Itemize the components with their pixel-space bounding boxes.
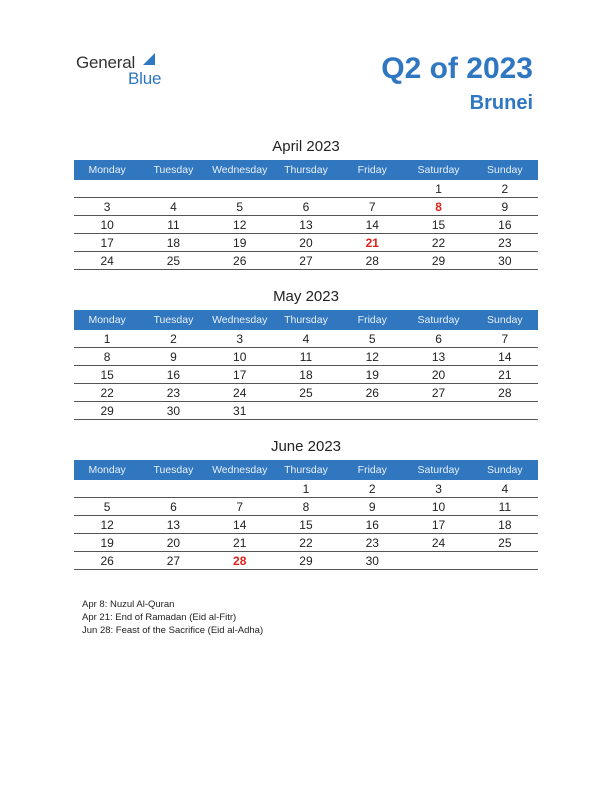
day-cell: 22 [405,234,471,252]
day-cell: 18 [273,366,339,384]
holiday-notes [82,598,263,637]
weekday-header-row [74,310,538,330]
weekday-header: Wednesday [207,310,273,330]
weekday-header-row [74,160,538,180]
day-cell: 9 [339,498,405,516]
week-row [74,252,538,270]
logo-triangle-icon [143,53,155,65]
day-cell: 17 [74,234,140,252]
week-row [74,330,538,348]
day-cell: 27 [405,384,471,402]
week-row [74,516,538,534]
day-cell: 11 [472,498,538,516]
day-cell: 28 [339,252,405,270]
empty-day-cell [207,180,273,198]
day-cell: 21 [207,534,273,552]
holiday-note: Jun 28: Feast of the Sacrifice (Eid al-Adha) [82,625,264,636]
holiday-note: Apr 8: Nuzul Al-Quran [82,599,175,610]
weekday-header: Tuesday [140,310,206,330]
day-cell: 26 [207,252,273,270]
weekday-header: Sunday [472,310,538,330]
weekday-header: Friday [339,460,405,480]
weekday-header: Monday [74,460,140,480]
day-cell: 13 [140,516,206,534]
day-cell: 27 [273,252,339,270]
week-row [74,234,538,252]
day-cell: 2 [472,180,538,198]
day-cell: 21 [339,234,405,252]
day-cell: 16 [140,366,206,384]
day-cell: 15 [74,366,140,384]
day-cell: 2 [140,330,206,348]
weekday-header: Sunday [472,460,538,480]
country-name: Brunei [469,92,533,114]
month-april [74,138,538,270]
day-cell: 15 [273,516,339,534]
day-cell: 22 [74,384,140,402]
weekday-header: Wednesday [207,460,273,480]
calendar-grid [74,460,538,570]
day-cell: 1 [405,180,471,198]
empty-day-cell [74,180,140,198]
weekday-header: Wednesday [207,160,273,180]
week-row [74,366,538,384]
empty-day-cell [405,552,471,570]
day-cell: 12 [339,348,405,366]
empty-day-cell [273,180,339,198]
month-title: May 2023 [273,288,339,305]
week-row [74,534,538,552]
day-cell: 3 [207,330,273,348]
empty-day-cell [140,480,206,498]
empty-day-cell [140,180,206,198]
day-cell: 7 [207,498,273,516]
day-cell: 18 [472,516,538,534]
day-cell: 1 [273,480,339,498]
day-cell: 10 [207,348,273,366]
quarter-title: Q2 of 2023 [381,52,533,85]
weekday-header: Thursday [273,160,339,180]
day-cell: 26 [339,384,405,402]
empty-day-cell [339,180,405,198]
day-cell: 18 [140,234,206,252]
day-cell: 5 [207,198,273,216]
day-cell: 8 [273,498,339,516]
day-cell: 29 [74,402,140,420]
day-cell: 22 [273,534,339,552]
empty-day-cell [273,402,339,420]
day-cell: 9 [140,348,206,366]
weekday-header: Monday [74,310,140,330]
weekday-header: Monday [74,160,140,180]
day-cell: 4 [472,480,538,498]
day-cell: 14 [207,516,273,534]
day-cell: 4 [140,198,206,216]
day-cell: 17 [207,366,273,384]
day-cell: 30 [472,252,538,270]
day-cell: 13 [273,216,339,234]
month-title: June 2023 [270,438,342,455]
day-cell: 25 [273,384,339,402]
logo-general-text: General [76,53,136,72]
week-row [74,180,538,198]
calendar-grid [74,310,538,420]
week-row [74,498,538,516]
day-cell: 14 [339,216,405,234]
empty-day-cell [74,480,140,498]
weekday-header: Tuesday [140,460,206,480]
day-cell: 19 [207,234,273,252]
day-cell: 25 [472,534,538,552]
day-cell: 15 [405,216,471,234]
generalblue-logo [76,53,176,89]
day-cell: 16 [472,216,538,234]
weekday-header: Tuesday [140,160,206,180]
holiday-note: Apr 21: End of Ramadan (Eid al-Fitr) [82,612,237,623]
weekday-header: Saturday [405,460,471,480]
day-cell: 4 [273,330,339,348]
day-cell: 24 [207,384,273,402]
week-row [74,348,538,366]
day-cell: 6 [405,330,471,348]
day-cell: 12 [207,216,273,234]
day-cell: 5 [74,498,140,516]
day-cell: 19 [74,534,140,552]
week-row [74,216,538,234]
day-cell: 29 [273,552,339,570]
day-cell: 12 [74,516,140,534]
calendar-grid [74,160,538,270]
day-cell: 16 [339,516,405,534]
day-cell: 19 [339,366,405,384]
day-cell: 25 [140,252,206,270]
day-cell: 11 [273,348,339,366]
day-cell: 23 [339,534,405,552]
day-cell: 17 [405,516,471,534]
weekday-header: Saturday [405,310,471,330]
week-row [74,402,538,420]
weekday-header: Thursday [273,310,339,330]
day-cell: 28 [207,552,273,570]
day-cell: 30 [140,402,206,420]
weekday-header: Friday [339,310,405,330]
day-cell: 23 [140,384,206,402]
weekday-header: Friday [339,160,405,180]
day-cell: 1 [74,330,140,348]
empty-day-cell [207,480,273,498]
day-cell: 8 [405,198,471,216]
day-cell: 5 [339,330,405,348]
day-cell: 28 [472,384,538,402]
page-heading [381,52,533,114]
empty-day-cell [472,402,538,420]
day-cell: 3 [405,480,471,498]
day-cell: 3 [74,198,140,216]
week-row [74,198,538,216]
week-row [74,480,538,498]
day-cell: 6 [140,498,206,516]
day-cell: 13 [405,348,471,366]
weekday-header: Thursday [273,460,339,480]
day-cell: 30 [339,552,405,570]
month-may [74,288,538,420]
weekday-header: Saturday [405,160,471,180]
week-row [74,384,538,402]
logo-blue-text: Blue [128,69,162,88]
day-cell: 8 [74,348,140,366]
day-cell: 24 [405,534,471,552]
day-cell: 23 [472,234,538,252]
day-cell: 24 [74,252,140,270]
day-cell: 20 [405,366,471,384]
day-cell: 2 [339,480,405,498]
empty-day-cell [472,552,538,570]
day-cell: 7 [472,330,538,348]
day-cell: 29 [405,252,471,270]
day-cell: 27 [140,552,206,570]
day-cell: 21 [472,366,538,384]
day-cell: 31 [207,402,273,420]
empty-day-cell [405,402,471,420]
day-cell: 6 [273,198,339,216]
empty-day-cell [339,402,405,420]
day-cell: 26 [74,552,140,570]
day-cell: 9 [472,198,538,216]
day-cell: 20 [140,534,206,552]
month-june [74,438,538,570]
weekday-header: Sunday [472,160,538,180]
weekday-header-row [74,460,538,480]
day-cell: 11 [140,216,206,234]
day-cell: 20 [273,234,339,252]
day-cell: 14 [472,348,538,366]
day-cell: 10 [405,498,471,516]
day-cell: 7 [339,198,405,216]
week-row [74,552,538,570]
day-cell: 10 [74,216,140,234]
month-title: April 2023 [272,138,340,155]
